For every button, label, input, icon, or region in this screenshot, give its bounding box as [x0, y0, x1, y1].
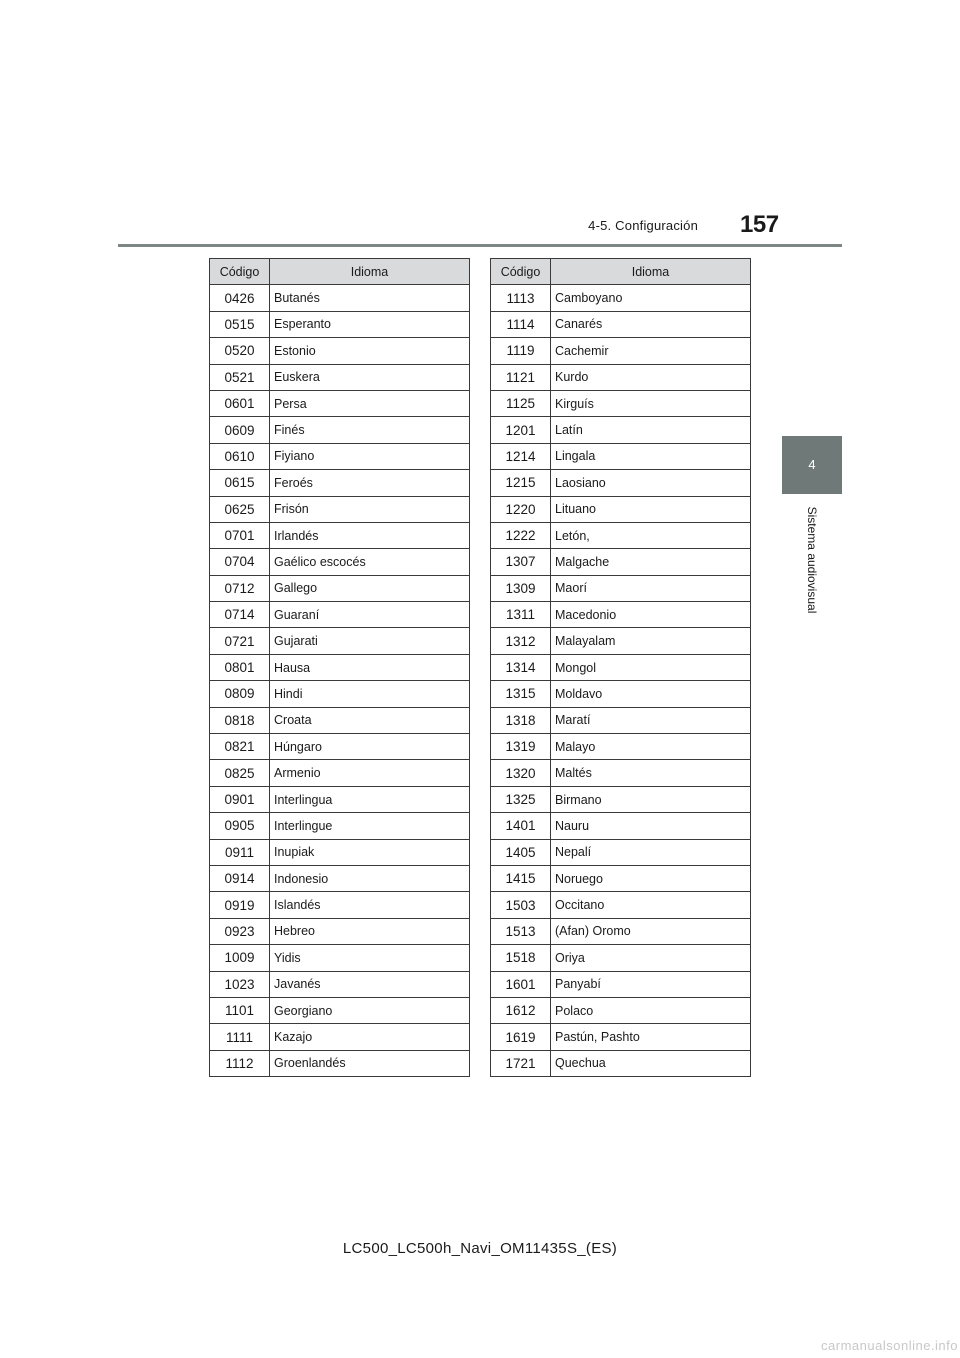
table-row — [491, 892, 751, 918]
language-name-cell: Malayo — [551, 734, 751, 760]
language-code-cell: 1307 — [491, 549, 551, 575]
language-name-cell: Nepalí — [551, 839, 751, 865]
page-number: 157 — [740, 211, 779, 238]
language-code-cell: 0801 — [210, 654, 270, 680]
header-section-title: 4-5. Configuración — [588, 218, 698, 233]
table-header-row — [491, 259, 751, 285]
language-code-table-right — [490, 258, 751, 1077]
table-row — [210, 602, 470, 628]
table-row — [210, 734, 470, 760]
language-code-cell: 0521 — [210, 364, 270, 390]
language-name-cell: Occitano — [551, 892, 751, 918]
language-code-cell: 1401 — [491, 813, 551, 839]
language-name-cell: Nauru — [551, 813, 751, 839]
language-name-cell: Gujarati — [270, 628, 470, 654]
language-code-cell: 1619 — [491, 1024, 551, 1050]
table-row — [491, 311, 751, 337]
column-header-code: Código — [491, 259, 551, 285]
table-row — [210, 760, 470, 786]
table-row — [491, 760, 751, 786]
table-row — [491, 1050, 751, 1076]
language-code-cell: 0919 — [210, 892, 270, 918]
language-code-cell: 1113 — [491, 285, 551, 311]
table-row — [210, 681, 470, 707]
language-code-cell: 1215 — [491, 470, 551, 496]
language-code-cell: 0825 — [210, 760, 270, 786]
language-code-cell: 0901 — [210, 786, 270, 812]
language-name-cell: Butanés — [270, 285, 470, 311]
language-name-cell: Lituano — [551, 496, 751, 522]
table-row — [210, 417, 470, 443]
language-name-cell: Malgache — [551, 549, 751, 575]
language-code-cell: 0712 — [210, 575, 270, 601]
language-name-cell: Feroés — [270, 470, 470, 496]
language-code-cell: 0914 — [210, 865, 270, 891]
language-name-cell: Letón, — [551, 522, 751, 548]
language-code-cell: 1612 — [491, 997, 551, 1023]
table-row — [491, 522, 751, 548]
table-row — [210, 390, 470, 416]
language-code-cell: 0609 — [210, 417, 270, 443]
language-code-cell: 1312 — [491, 628, 551, 654]
language-name-cell: Quechua — [551, 1050, 751, 1076]
language-name-cell: Interlingua — [270, 786, 470, 812]
language-code-cell: 1513 — [491, 918, 551, 944]
header-rule — [118, 244, 842, 247]
language-name-cell: Groenlandés — [270, 1050, 470, 1076]
table-row — [210, 918, 470, 944]
language-name-cell: Frisón — [270, 496, 470, 522]
table-row — [491, 918, 751, 944]
language-name-cell: Indonesio — [270, 865, 470, 891]
language-name-cell: Javanés — [270, 971, 470, 997]
language-name-cell: Moldavo — [551, 681, 751, 707]
table-row — [491, 865, 751, 891]
language-name-cell: Camboyano — [551, 285, 751, 311]
table-row — [491, 338, 751, 364]
language-code-cell: 0721 — [210, 628, 270, 654]
language-name-cell: Canarés — [551, 311, 751, 337]
table-row — [491, 390, 751, 416]
table-row — [491, 707, 751, 733]
language-name-cell: Malayalam — [551, 628, 751, 654]
table-row — [491, 602, 751, 628]
table-row — [491, 971, 751, 997]
language-name-cell: Guaraní — [270, 602, 470, 628]
language-code-cell: 1220 — [491, 496, 551, 522]
table-row — [491, 417, 751, 443]
column-header-language: Idioma — [551, 259, 751, 285]
language-code-cell: 1119 — [491, 338, 551, 364]
language-name-cell: Kurdo — [551, 364, 751, 390]
language-name-cell: Armenio — [270, 760, 470, 786]
language-code-cell: 1111 — [210, 1024, 270, 1050]
language-code-cell: 1325 — [491, 786, 551, 812]
table-row — [210, 892, 470, 918]
table-row — [491, 549, 751, 575]
language-code-cell: 0818 — [210, 707, 270, 733]
table-row — [491, 285, 751, 311]
language-name-cell: Maratí — [551, 707, 751, 733]
language-code-cell: 1121 — [491, 364, 551, 390]
language-code-cell: 1721 — [491, 1050, 551, 1076]
language-name-cell: Estonio — [270, 338, 470, 364]
language-name-cell: Lingala — [551, 443, 751, 469]
language-name-cell: Maorí — [551, 575, 751, 601]
language-code-cell: 1314 — [491, 654, 551, 680]
table-row — [491, 1024, 751, 1050]
table-row — [210, 945, 470, 971]
language-name-cell: Pastún, Pashto — [551, 1024, 751, 1050]
language-code-cell: 1320 — [491, 760, 551, 786]
language-name-cell: Panyabí — [551, 971, 751, 997]
table-row — [210, 654, 470, 680]
table-row — [491, 786, 751, 812]
table-row — [491, 945, 751, 971]
language-name-cell: Esperanto — [270, 311, 470, 337]
table-row — [210, 1050, 470, 1076]
language-code-cell: 0704 — [210, 549, 270, 575]
language-code-cell: 1114 — [491, 311, 551, 337]
language-name-cell: Gallego — [270, 575, 470, 601]
table-row — [210, 628, 470, 654]
language-name-cell: Islandés — [270, 892, 470, 918]
language-code-cell: 0601 — [210, 390, 270, 416]
language-name-cell: Euskera — [270, 364, 470, 390]
table-row — [210, 1024, 470, 1050]
language-code-cell: 1125 — [491, 390, 551, 416]
language-code-cell: 0905 — [210, 813, 270, 839]
table-row — [210, 997, 470, 1023]
language-code-cell: 1311 — [491, 602, 551, 628]
language-code-table-left — [209, 258, 470, 1077]
column-header-code: Código — [210, 259, 270, 285]
table-row — [210, 839, 470, 865]
language-code-cell: 1415 — [491, 865, 551, 891]
chapter-label: Sistema audiovisual — [805, 506, 819, 614]
language-code-cell: 1319 — [491, 734, 551, 760]
chapter-tab: 4 — [782, 436, 842, 494]
table-header-row — [210, 259, 470, 285]
table-row — [491, 839, 751, 865]
language-name-cell: Gaélico escocés — [270, 549, 470, 575]
table-row — [210, 549, 470, 575]
table-row — [491, 575, 751, 601]
language-code-cell: 1518 — [491, 945, 551, 971]
table-row — [491, 443, 751, 469]
table-row — [210, 707, 470, 733]
language-code-cell: 1315 — [491, 681, 551, 707]
table-row — [491, 654, 751, 680]
language-code-cell: 0426 — [210, 285, 270, 311]
language-code-cell: 0809 — [210, 681, 270, 707]
language-code-cell: 0515 — [210, 311, 270, 337]
table-row — [210, 364, 470, 390]
language-name-cell: Birmano — [551, 786, 751, 812]
language-code-cell: 0520 — [210, 338, 270, 364]
language-code-cell: 0625 — [210, 496, 270, 522]
language-code-cell: 1503 — [491, 892, 551, 918]
language-code-cell: 0610 — [210, 443, 270, 469]
table-row — [210, 971, 470, 997]
language-code-cell: 0701 — [210, 522, 270, 548]
language-code-cell: 1405 — [491, 839, 551, 865]
language-code-cell: 1101 — [210, 997, 270, 1023]
table-row — [491, 470, 751, 496]
table-row — [210, 865, 470, 891]
language-code-cell: 0714 — [210, 602, 270, 628]
table-row — [491, 681, 751, 707]
language-name-cell: Kirguís — [551, 390, 751, 416]
language-name-cell: Persa — [270, 390, 470, 416]
language-name-cell: Húngaro — [270, 734, 470, 760]
language-name-cell: Maltés — [551, 760, 751, 786]
language-name-cell: Fiyiano — [270, 443, 470, 469]
language-code-cell: 1112 — [210, 1050, 270, 1076]
language-name-cell: Croata — [270, 707, 470, 733]
table-row — [491, 997, 751, 1023]
language-name-cell: Georgiano — [270, 997, 470, 1023]
language-name-cell: Hebreo — [270, 918, 470, 944]
language-code-cell: 1222 — [491, 522, 551, 548]
language-name-cell: Kazajo — [270, 1024, 470, 1050]
language-code-cell: 1023 — [210, 971, 270, 997]
language-name-cell: Hindi — [270, 681, 470, 707]
language-name-cell: Laosiano — [551, 470, 751, 496]
language-name-cell: Oriya — [551, 945, 751, 971]
table-row — [210, 470, 470, 496]
language-code-cell: 1009 — [210, 945, 270, 971]
table-row — [491, 813, 751, 839]
table-row — [210, 311, 470, 337]
language-name-cell: Interlingue — [270, 813, 470, 839]
language-code-cell: 0821 — [210, 734, 270, 760]
footer-document-code: LC500_LC500h_Navi_OM11435S_(ES) — [342, 1240, 618, 1257]
language-name-cell: Macedonio — [551, 602, 751, 628]
table-row — [491, 364, 751, 390]
language-code-cell: 1214 — [491, 443, 551, 469]
table-row — [210, 786, 470, 812]
language-name-cell: Cachemir — [551, 338, 751, 364]
watermark: carmanualsonline.info — [821, 1338, 958, 1353]
language-code-cell: 0615 — [210, 470, 270, 496]
language-name-cell: Latín — [551, 417, 751, 443]
table-row — [210, 522, 470, 548]
language-name-cell: (Afan) Oromo — [551, 918, 751, 944]
language-code-cell: 1601 — [491, 971, 551, 997]
table-row — [210, 813, 470, 839]
language-name-cell: Polaco — [551, 997, 751, 1023]
table-row — [210, 285, 470, 311]
table-row — [491, 734, 751, 760]
column-header-language: Idioma — [270, 259, 470, 285]
language-name-cell: Noruego — [551, 865, 751, 891]
language-name-cell: Yidis — [270, 945, 470, 971]
language-code-cell: 1318 — [491, 707, 551, 733]
language-name-cell: Irlandés — [270, 522, 470, 548]
table-row — [210, 338, 470, 364]
language-code-cell: 0911 — [210, 839, 270, 865]
table-row — [210, 496, 470, 522]
language-code-cell: 0923 — [210, 918, 270, 944]
table-row — [491, 628, 751, 654]
language-code-cell: 1201 — [491, 417, 551, 443]
table-row — [491, 496, 751, 522]
language-code-cell: 1309 — [491, 575, 551, 601]
language-name-cell: Finés — [270, 417, 470, 443]
table-row — [210, 575, 470, 601]
table-row — [210, 443, 470, 469]
language-name-cell: Hausa — [270, 654, 470, 680]
language-name-cell: Mongol — [551, 654, 751, 680]
language-name-cell: Inupiak — [270, 839, 470, 865]
